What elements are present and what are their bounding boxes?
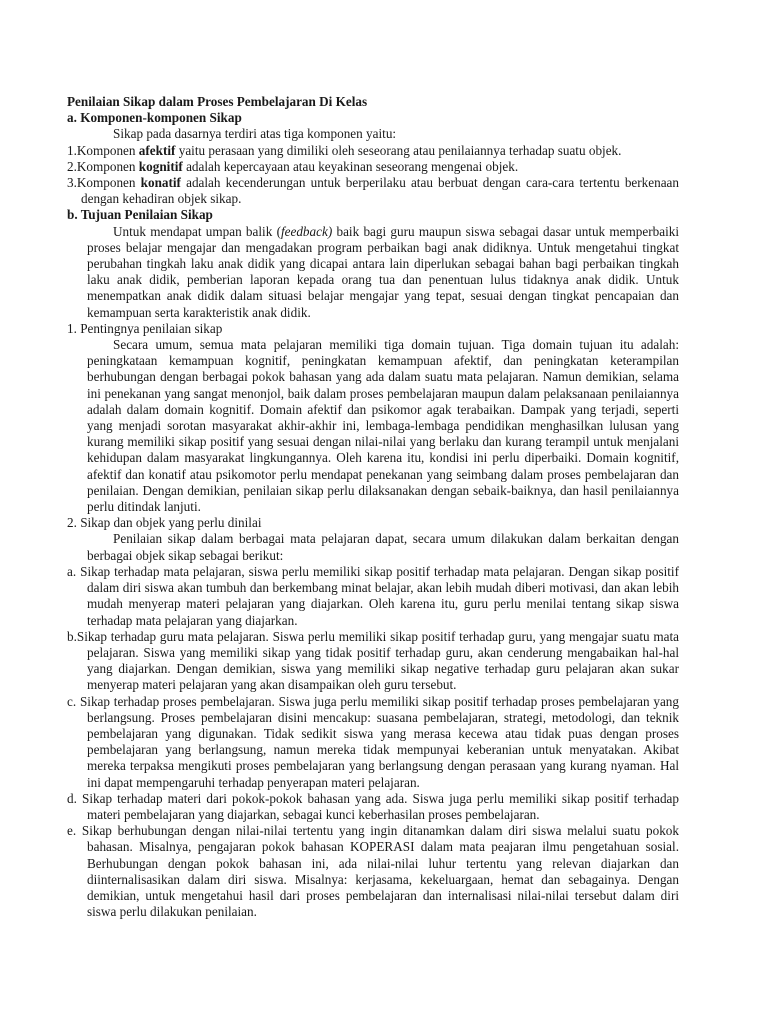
term-kognitif: kognitif <box>138 158 183 174</box>
point-2-heading: 2. Sikap dan objek yang perlu dinilai <box>67 515 262 531</box>
list-item-c: c. Sikap terhadap proses pembelajaran. Siswa juga perlu memiliki sikap positif terhadap proses pembelajaran yang berlangsung. Proses pembelajaran disini mencakup: suasana pembelajaran, strategi, metodologi, dan teknik pembelajaran yang digunakan. Tidak sedikit siswa yang merasa kecewa atau tidak puas dengan proses pembelajaran yang berlangsung, namun mereka tidak mempunyai keberanian untuk menyatakan. Akibat mereka terpaksa mengikuti proses pembelajaran yang berlangsung dengan perasaan yang kurang nyaman. Hal ini dapat mempengaruhi terhadap penyerapan materi pelajaran. <box>67 693 679 790</box>
section-b-heading: b. Tujuan Penilaian Sikap <box>67 207 213 223</box>
list-item-d: d. Sikap terhadap materi dari pokok-pokok bahasan yang ada. Siswa juga perlu memiliki sikap positif terhadap materi pembelajaran yang diajarkan, sebagai kunci keberhasilan proses pembelajaran. <box>67 790 679 822</box>
point-1-heading: 1. Pentingnya penilaian sikap <box>67 320 223 336</box>
document-title: Penilaian Sikap dalam Proses Pembelajaran Di Kelas <box>67 94 368 109</box>
section-a-heading: a. Komponen-komponen Sikap <box>67 110 242 126</box>
component-item-2: 2.Komponen kognitif adalah kepercayaan atau keyakinan seseorang mengenai objek. <box>67 158 519 174</box>
term-feedback: feedback) <box>280 223 333 239</box>
list-item-b: b.Sikap terhadap guru mata pelajaran. Siswa perlu memiliki sikap positif terhadap guru, yang mengajar suatu mata pelajaran. Siswa yang memiliki sikap yang tidak positif terhadap guru, akan cenderung mengabaikan hal-hal yang diajarkan. Dengan demikian, siswa yang memiliki sikap negative terhadap guru pelajaran akan sukar menyerap materi pelajaran yang akan disampaikan oleh guru tersebut. <box>67 628 679 693</box>
section-b-paragraph: Untuk mendapat umpan balik (feedback) baik bagi guru maupun siswa sebagai dasar untuk memperbaiki proses belajar mengajar dan mengadakan program perbaikan bagi anak didiknya. Untuk mengetahui tingkat perubahan tingkah laku anak didik yang dicapai antara lain diperlukan sebagai bahan bagi perbaikan tingkah laku anak didik, pemberian laporan kepada orang tua dan penentuan lulus tidaknya anak didik. Untuk menempatkan anak didik dalam situasi belajar mengajar yang tepat, sesuai dengan tingkat pencapaian dan kemampuan serta karakteristik anak didik. <box>87 223 679 320</box>
point-2-paragraph: Penilaian sikap dalam berbagai mata pelajaran dapat, secara umum dilakukan dalam berkaitan dengan berbagai objek sikap sebagai berikut: <box>87 531 679 563</box>
term-afektif: afektif <box>138 142 176 158</box>
term-konatif: konatif <box>140 175 181 191</box>
document-body <box>67 94 679 920</box>
point-1-paragraph: Secara umum, semua mata pelajaran memiliki tiga domain tujuan. Tiga domain tujuan itu adalah: peningkataan kemampuan kognitif, peningkatan kemampuan afektif, dan peningkatan keterampilan berhubungan dengan berbagai pokok bahasan yang ada dalam suatu mata pelajaran. Namun demikian, selama ini penekanan yang sangat menonjol, baik dalam proses pembelajaran maupun dalam pelaksanaan penilaiannya adalah dalam domain kognitif. Domain afektif dan psikomor agak terabaikan. Dampak yang terjadi, seperti yang menjadi sorotan masyarakat akhir-akhir ini, lembaga-lembaga pendidikan menghasilkan lulusan yang kurang memiliki sikap positif yang sesuai dengan nilai-nilai yang berlaku dan kurang terampil untuk menjalani kehidupan dalam masyarakat lingkungannya. Oleh karena itu, kondisi ini perlu diperbaiki. Domain kognitif, afektif dan konatif atau psikomotor perlu mendapat penekanan yang seimbang dalam proses pembelajaran dan penilaian. Dengan demikian, penilaian sikap perlu dilaksanakan dengan sebaik-baiknya, dan hasil penilaiannya perlu ditindak lanjuti. <box>87 337 679 515</box>
list-item-e: e. Sikap berhubungan dengan nilai-nilai tertentu yang ingin ditanamkan dalam diri siswa melalui suatu pokok bahasan. Misalnya, pengajaran pokok bahasan KOPERASI dalam mata peajaran ilmu pengetahuan sosial. Berhubungan dengan pokok bahasan ini, ada nilai-nilai luhur tertentu yang relevan diajarkan dan diinternalisasikan dalam diri siswa. Misalnya: kerjasama, kekeluargaan, hemat dan sebagainya. Dengan demikian, untuk mengetahui hasil dari proses pembelajaran dan internalisasi nilai-nilai tersebut dalam diri siswa perlu dilakukan penilaian. <box>67 823 679 920</box>
component-item-1: 1.Komponen afektif yaitu perasaan yang dimiliki oleh seseorang atau penilaiannya terhadap suatu objek. <box>67 142 622 158</box>
component-item-3: 3.Komponen konatif adalah kecenderungan untuk berperilaku atau berbuat dengan cara-cara tertentu berkenaan dengan kehadiran objek sikap. <box>67 175 679 207</box>
list-item-a: a. Sikap terhadap mata pelajaran, siswa perlu memiliki sikap positif terhadap mata pelajaran. Dengan sikap positif dalam diri siswa akan tumbuh dan berkembang minat belajar, akan lebih mudah diberi motivasi, dan akan lebih mudah menyerap materi pelajaran yang diajarkan. Oleh karena itu, guru perlu menilai tentang sikap siswa terhadap mata pelajaran yang diajarkan. <box>67 563 679 628</box>
section-a-intro: Sikap pada dasarnya terdiri atas tiga komponen yaitu: <box>113 126 397 142</box>
